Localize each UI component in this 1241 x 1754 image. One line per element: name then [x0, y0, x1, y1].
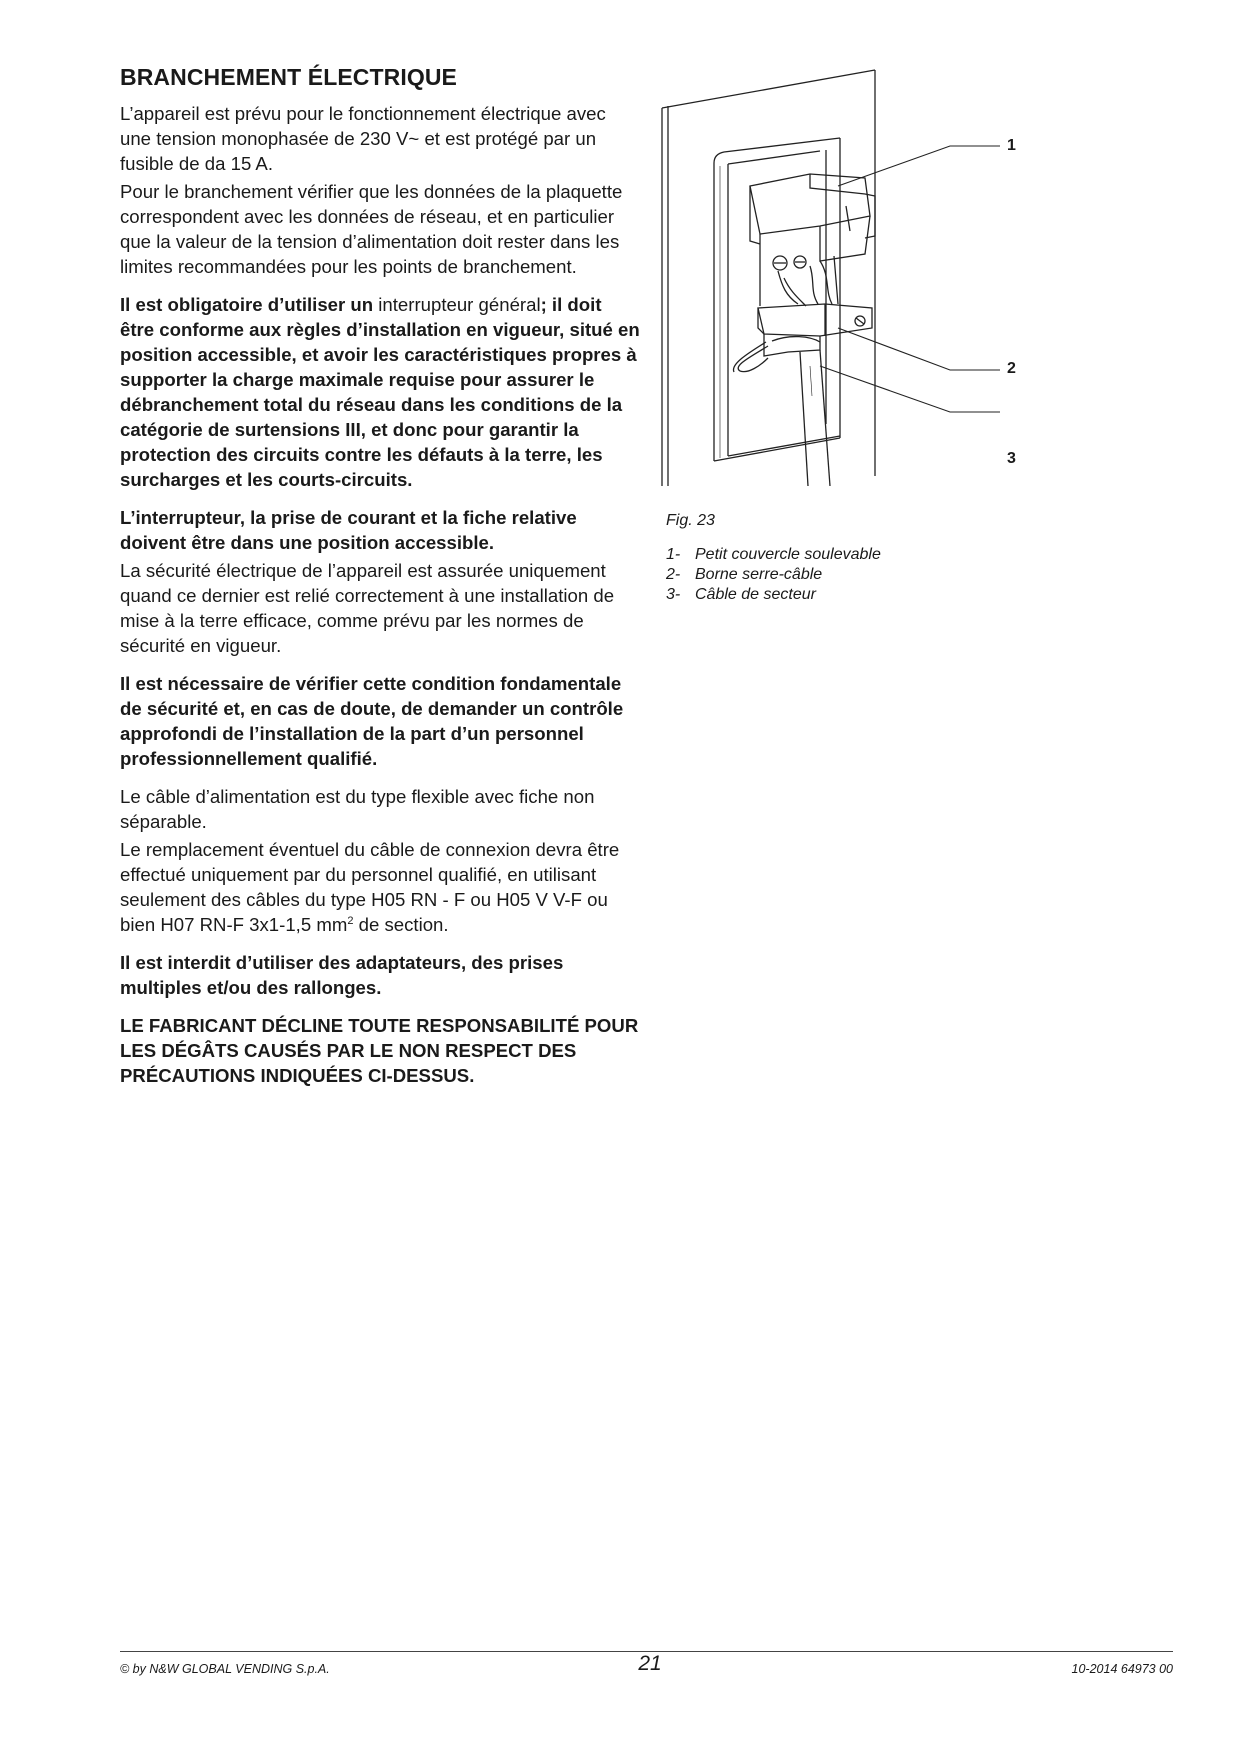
figure-caption: Fig. 23 [666, 512, 715, 529]
legend-item [666, 565, 881, 585]
legend-text: Borne serre-câble [695, 566, 823, 583]
paragraph-main-switch [120, 292, 640, 492]
main-text-column [120, 64, 640, 1101]
page-number: 21 [638, 1652, 662, 1675]
footer-doc-code: 10-2014 64973 00 [1071, 1662, 1173, 1676]
footer-copyright: © by N&W GLOBAL VENDING S.p.A. [120, 1662, 330, 1676]
cable-replacement-end: de section. [353, 914, 449, 935]
paragraph-voltage: L’appareil est prévu pour le fonctionnement électrique avec une tension monophasée de 230 V~ et est protégé par un fusible de da 15 A. [120, 103, 606, 174]
paragraph-cable-replacement [120, 837, 640, 937]
paragraph-plate-check: Pour le branchement vérifier que les données de la plaquette correspondent avec les données de réseau, et en particulier que la valeur de la tension d’alimentation doit rester dans les limites recommandées pour les points de branchement. [120, 181, 623, 277]
figure-legend [666, 545, 881, 605]
paragraph-accessible-position: L’interrupteur, la prise de courant et la fiche relative doivent être dans une position accessible. [120, 507, 577, 553]
paragraph-no-adapters: Il est interdit d’utiliser des adaptateurs, des prises multiples et/ou des rallonges. [120, 952, 564, 998]
legend-text: Câble de secteur [695, 586, 816, 603]
callout-3: 3 [1007, 450, 1016, 467]
legend-number: 1- [666, 546, 681, 563]
legend-item [666, 585, 881, 605]
paragraph-earthing: La sécurité électrique de l’appareil est assurée uniquement quand ce dernier est relié correctement à une installation de mise à la terre efficace, comme prévu par les normes de sécurité en vigueur. [120, 560, 615, 656]
paragraph-verify-condition: Il est nécessaire de vérifier cette condition fondamentale de sécurité et, en cas de doute, de demander un contrôle approfondi de l’installation de la part d’un personnel professionnellement qualifié. [120, 673, 624, 769]
legend-number: 3- [666, 586, 681, 603]
paragraph-cable-type: Le câble d’alimentation est du type flexible avec fiche non séparable. [120, 786, 595, 832]
main-switch-bold-a: Il est obligatoire d’utiliser un [120, 294, 374, 315]
legend-item [666, 545, 881, 565]
callout-2: 2 [1007, 360, 1016, 377]
section-title: BRANCHEMENT ÉLECTRIQUE [120, 64, 457, 90]
main-switch-bold-b: ; il doit être conforme aux règles d’installation en vigueur, situé en position accessible, et avoir les caractéristiques propres à supporter la charge maximale requise pour assurer le débranchement total du réseau dans les conditions de la catégorie de surtensions III, et donc pour garantir la protection des circuits contre les défauts à la terre, les surcharges et les courts-circuits. [120, 294, 640, 490]
paragraph-liability: LE FABRICANT DÉCLINE TOUTE RESPONSABILITÉ POUR LES DÉGÂTS CAUSÉS PAR LE NON RESPECT DES PRÉCAUTIONS INDIQUÉES CI-DESSUS. [120, 1015, 639, 1086]
cable-replacement-text: Le remplacement éventuel du câble de connexion devra être effectué uniquement par du personnel qualifié, en utilisant seulement des câbles du type H05 RN - F ou H05 V V-F ou bien H07 RN-F 3x1-1,5 mm [120, 839, 620, 935]
figure-23-illustration [660, 66, 1060, 506]
superscript-2: 2 [347, 914, 354, 927]
callout-1: 1 [1007, 137, 1016, 154]
legend-text: Petit couvercle soulevable [695, 546, 881, 563]
legend-number: 2- [666, 566, 681, 583]
main-switch-normal: interrupteur général [373, 294, 541, 315]
